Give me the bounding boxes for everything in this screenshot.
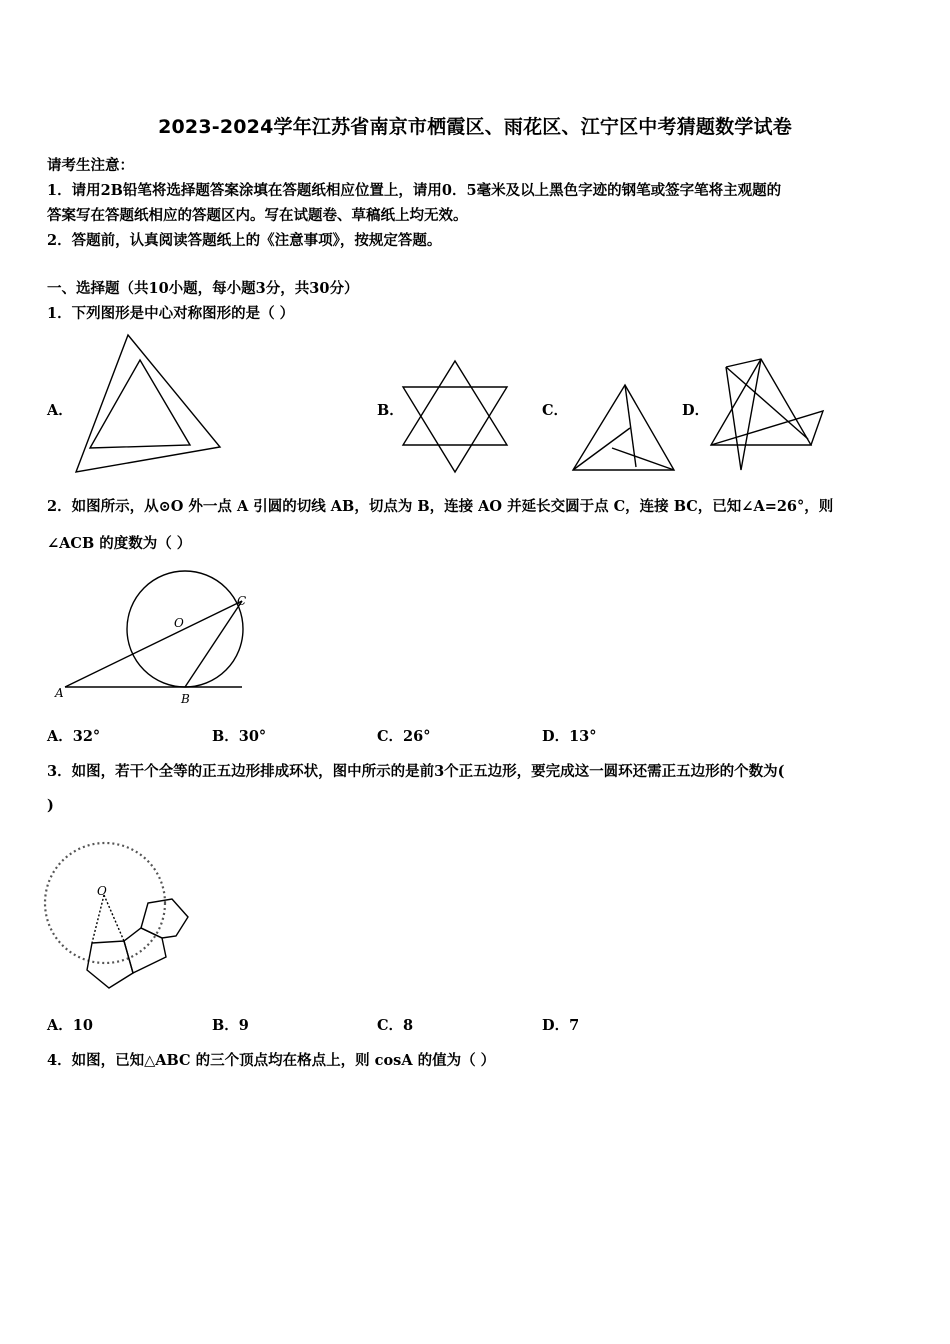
q3-text-line-1: 3．如图，若干个全等的正五边形排成环状，图中所示的是前3个正五边形，要完成这一圆环还需正五边形的个数为(	[47, 763, 785, 780]
notice-heading: 请考生注意：	[47, 157, 134, 174]
q2-option-d: D．13°	[542, 728, 597, 745]
q2-label-b: B	[181, 692, 190, 706]
notice-line-1b: 答案写在答题纸相应的答题区内。写在试题卷、草稿纸上均无效。	[47, 207, 468, 224]
q1-figure-d	[706, 355, 828, 475]
q4-text: 4．如图，已知△ABC 的三个顶点均在格点上，则 cosA 的值为（ ）	[47, 1052, 496, 1069]
q2-label-o: O	[174, 616, 184, 630]
q1-option-d: D．	[682, 402, 710, 419]
q3-option-c: C．8	[377, 1017, 414, 1034]
q3-option-a: A．10	[47, 1017, 93, 1034]
q1-figure-a	[70, 330, 230, 475]
q1-option-a: A．	[47, 402, 73, 419]
q1-figure-c	[570, 382, 678, 477]
q2-option-b: B．30°	[212, 728, 267, 745]
q3-option-b: B．9	[212, 1017, 249, 1034]
section-heading: 一、选择题（共10小题，每小题3分，共30分）	[47, 280, 359, 297]
notice-line-2: 2．答题前，认真阅读答题纸上的《注意事项》，按规定答题。	[47, 232, 442, 249]
q3-label-o: O	[97, 884, 107, 898]
q2-figure	[50, 565, 250, 710]
q2-text-line-2: ∠ACB 的度数为（ ）	[47, 535, 192, 552]
q1-figure-b	[400, 357, 512, 477]
page-title: 2023-2024学年江苏省南京市栖霞区、雨花区、江宁区中考猜题数学试卷	[158, 116, 792, 138]
q2-option-a: A．32°	[47, 728, 101, 745]
q2-label-a: A	[55, 686, 64, 700]
q3-option-d: D．7	[542, 1017, 580, 1034]
q1-option-c: C．	[542, 402, 569, 419]
q1-option-b: B．	[377, 402, 404, 419]
notice-line-1: 1．请用2B铅笔将选择题答案涂填在答题纸相应位置上，请用0．5毫米及以上黑色字迹的钢笔或签字笔将主观题的	[47, 182, 782, 199]
q3-text-line-2: )	[47, 797, 54, 814]
q2-text-line-1: 2．如图所示，从⊙O 外一点 A 引圆的切线 AB，切点为 B，连接 AO 并延长交圆于点 C，连接 BC，已知∠A=26°，则	[47, 498, 834, 515]
q2-option-c: C．26°	[377, 728, 431, 745]
q3-figure	[40, 835, 200, 990]
q1-text: 1．下列图形是中心对称图形的是（ ）	[47, 305, 295, 322]
q2-label-c: C	[237, 594, 247, 608]
